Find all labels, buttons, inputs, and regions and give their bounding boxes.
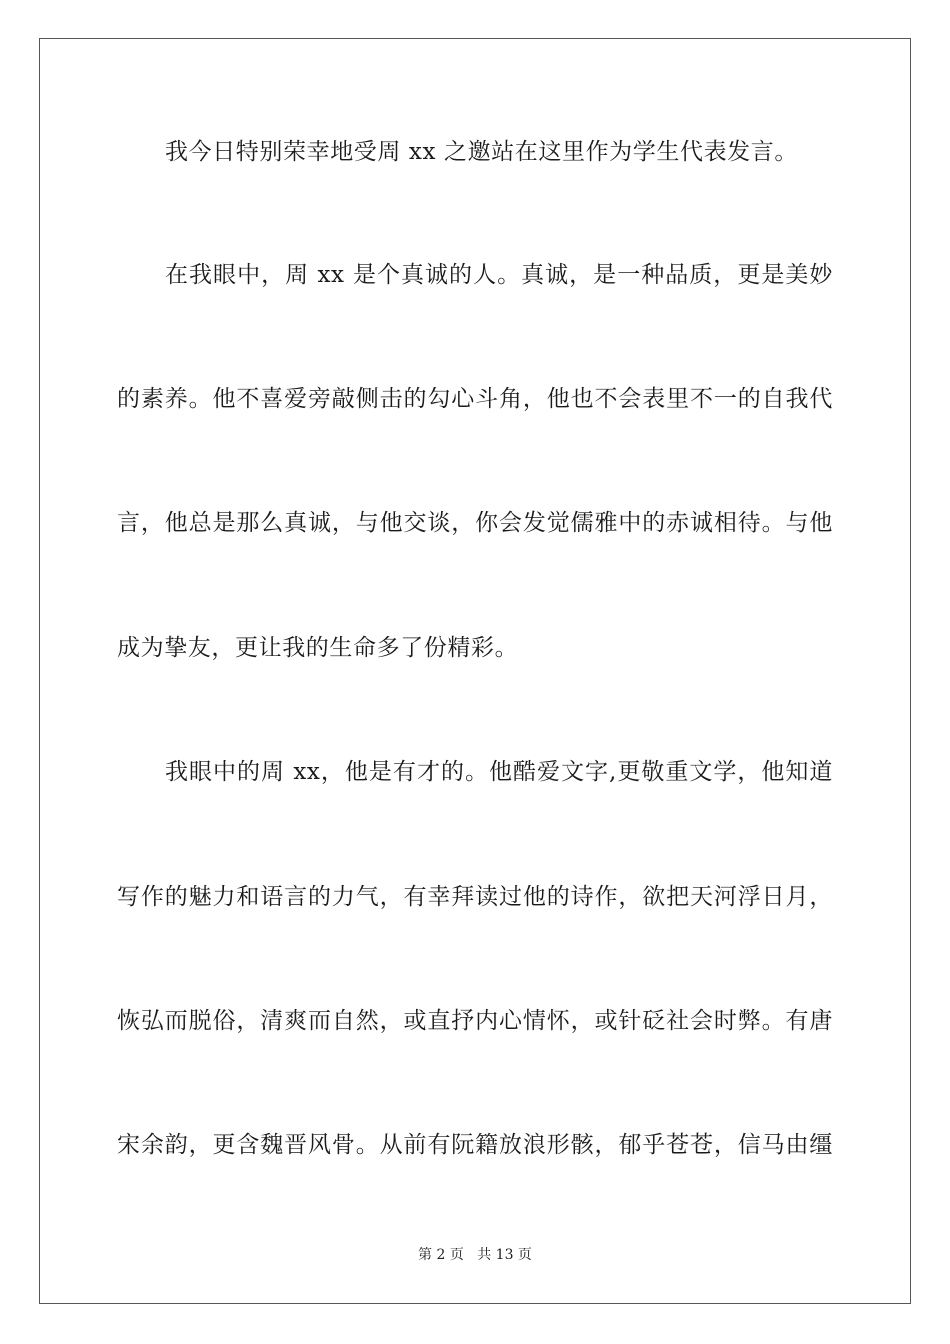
paragraph-2-line-2: 的素养。他不喜爱旁敲侧击的勾心斗角，他也不会表里不一的自我代	[117, 386, 833, 412]
paragraph-3-line-4: 宋余韵，更含魏晋风骨。从前有阮籍放浪形骸，郁乎苍苍，信马由缰	[117, 1132, 833, 1158]
paragraph-3-line-3: 恢弘而脱俗，清爽而自然，或直抒内心情怀，或针砭社会时弊。有唐	[117, 1008, 833, 1034]
page-number: 第 2 页	[418, 1247, 464, 1263]
paragraph-3-line-2: 写作的魅力和语言的力气，有幸拜读过他的诗作，欲把天河浮日月，	[117, 884, 833, 910]
paragraph-2-line-4: 成为挚友，更让我的生命多了份精彩。	[117, 635, 519, 661]
page-border	[39, 38, 911, 1304]
paragraph-3-line-1: 我眼中的周 xx，他是有才的。他酷爱文字,更敬重文学，他知道	[165, 759, 833, 785]
paragraph-2-line-1: 在我眼中，周 xx 是个真诚的人。真诚，是一种品质，更是美妙	[165, 262, 833, 288]
page-total: 共 13 页	[477, 1247, 532, 1263]
paragraph-2-line-3: 言，他总是那么真诚，与他交谈，你会发觉儒雅中的赤诚相待。与他	[117, 510, 833, 536]
paragraph-1-line-1: 我今日特别荣幸地受周 xx 之邀站在这里作为学生代表发言。	[165, 139, 798, 165]
page-footer	[0, 1246, 950, 1264]
